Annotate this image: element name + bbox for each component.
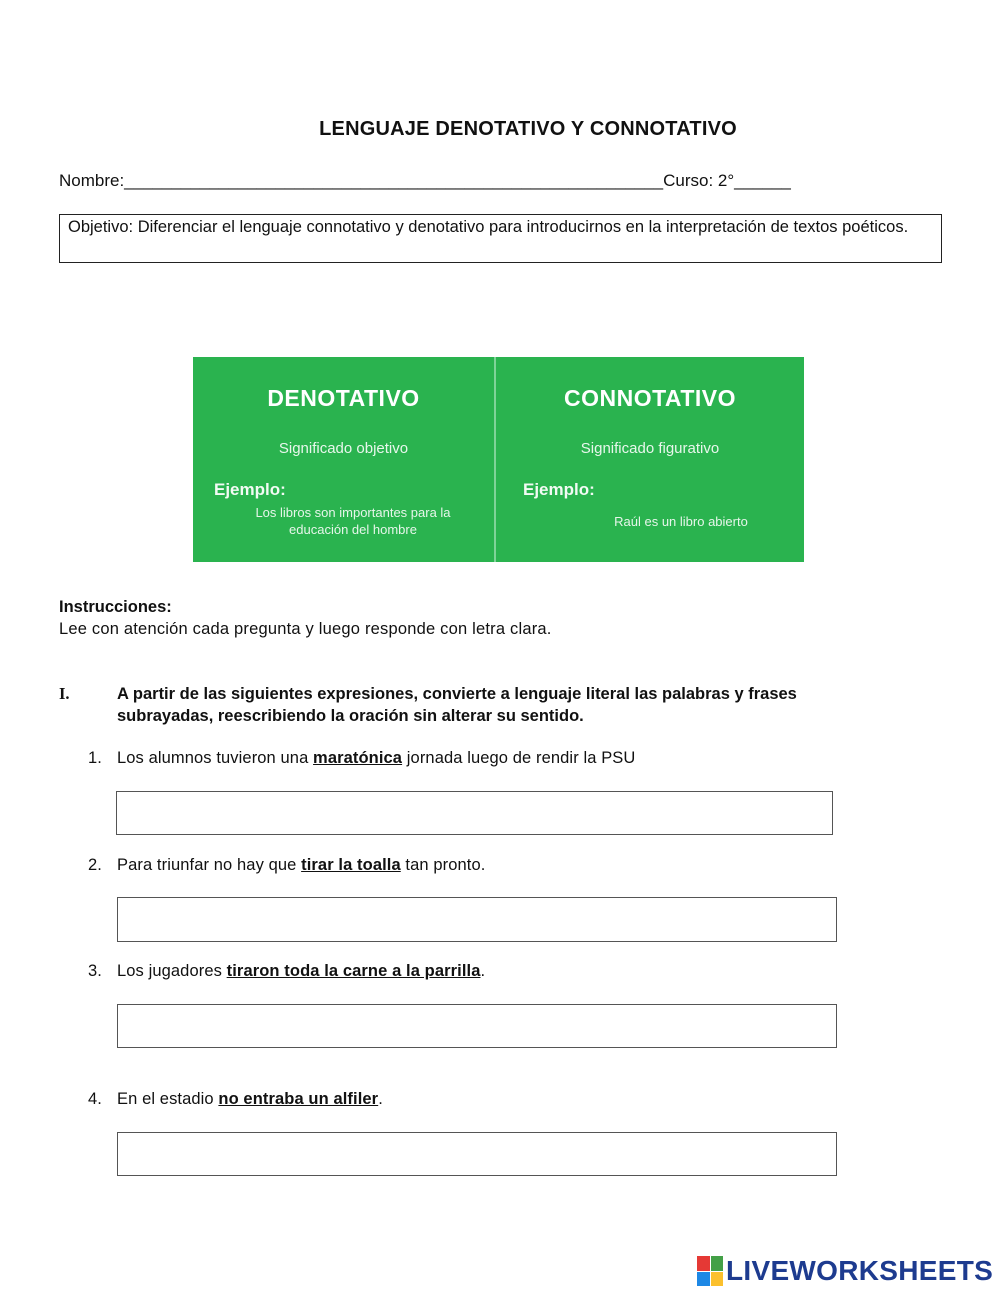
denotative-connotative-banner (193, 357, 804, 562)
question-text-before: En el estadio (117, 1090, 219, 1108)
section-instructions: A partir de las siguientes expresiones, convierte a lenguaje literal las palabras y frases subrayadas, reescribiendo la oración sin alterar su sentido. (117, 685, 797, 725)
question-3 (88, 962, 485, 981)
question-text-before: Los jugadores (117, 962, 227, 980)
logo-blocks-icon (697, 1256, 723, 1286)
connotative-example-label: Ejemplo: (523, 480, 595, 499)
question-number: 4. (88, 1090, 102, 1108)
answer-input-1[interactable] (116, 791, 833, 835)
question-text-before: Para triunfar no hay que (117, 856, 302, 874)
question-text-after: tan pronto. (400, 856, 486, 874)
question-underlined-phrase: tirar la toalla (301, 856, 401, 874)
objective-box: Objetivo: Diferenciar el lenguaje connotativo y denotativo para introducirnos en la interpretación de textos poéticos. (59, 214, 942, 263)
question-underlined-phrase: tiraron toda la carne a la parrilla (226, 962, 481, 980)
section-number: I. (59, 684, 70, 703)
question-number: 1. (88, 749, 102, 767)
instructions-text: Lee con atención cada pregunta y luego responde con letra clara. (59, 620, 552, 638)
answer-input-2[interactable] (117, 897, 837, 942)
logo-text: LIVEWORKSHEETS (726, 1255, 994, 1286)
question-text-after: . (378, 1090, 383, 1108)
question-4 (88, 1090, 383, 1109)
denotative-example-text: Los libros son importantes para la educación del hombre (255, 505, 451, 537)
name-course-line: Nombre:_________________________________________________________Curso: 2°______ (59, 171, 791, 190)
question-underlined-phrase: no entraba un alfiler (218, 1090, 379, 1108)
question-text-after: jornada luego de rendir la PSU (402, 749, 636, 767)
page-title: LENGUAJE DENOTATIVO Y CONNOTATIVO (319, 118, 737, 140)
question-text-after: . (480, 962, 486, 980)
connotative-subtitle: Significado figurativo (580, 440, 720, 457)
denotative-heading: DENOTATIVO (267, 385, 420, 411)
denotative-example-label: Ejemplo: (214, 480, 286, 499)
logo-block (711, 1256, 724, 1271)
connotative-heading: CONNOTATIVO (563, 385, 737, 411)
denotative-subtitle: Significado objetivo (278, 440, 409, 457)
answer-input-3[interactable] (117, 1004, 837, 1048)
logo-block (711, 1272, 724, 1287)
question-number: 2. (88, 856, 102, 874)
denotative-panel (193, 357, 494, 562)
connotative-panel (496, 357, 804, 562)
question-text-before: Los alumnos tuvieron una (117, 749, 314, 767)
question-underlined-phrase: maratónica (313, 749, 403, 767)
question-number: 3. (88, 962, 102, 980)
answer-input-4[interactable] (117, 1132, 837, 1176)
logo-block (697, 1256, 710, 1271)
connotative-example-text: Raúl es un libro abierto (614, 514, 748, 529)
liveworksheets-logo[interactable] (697, 1254, 993, 1288)
instructions-title: Instrucciones: (59, 598, 172, 616)
question-1 (88, 749, 635, 768)
question-2 (88, 856, 485, 875)
logo-block (697, 1272, 710, 1287)
